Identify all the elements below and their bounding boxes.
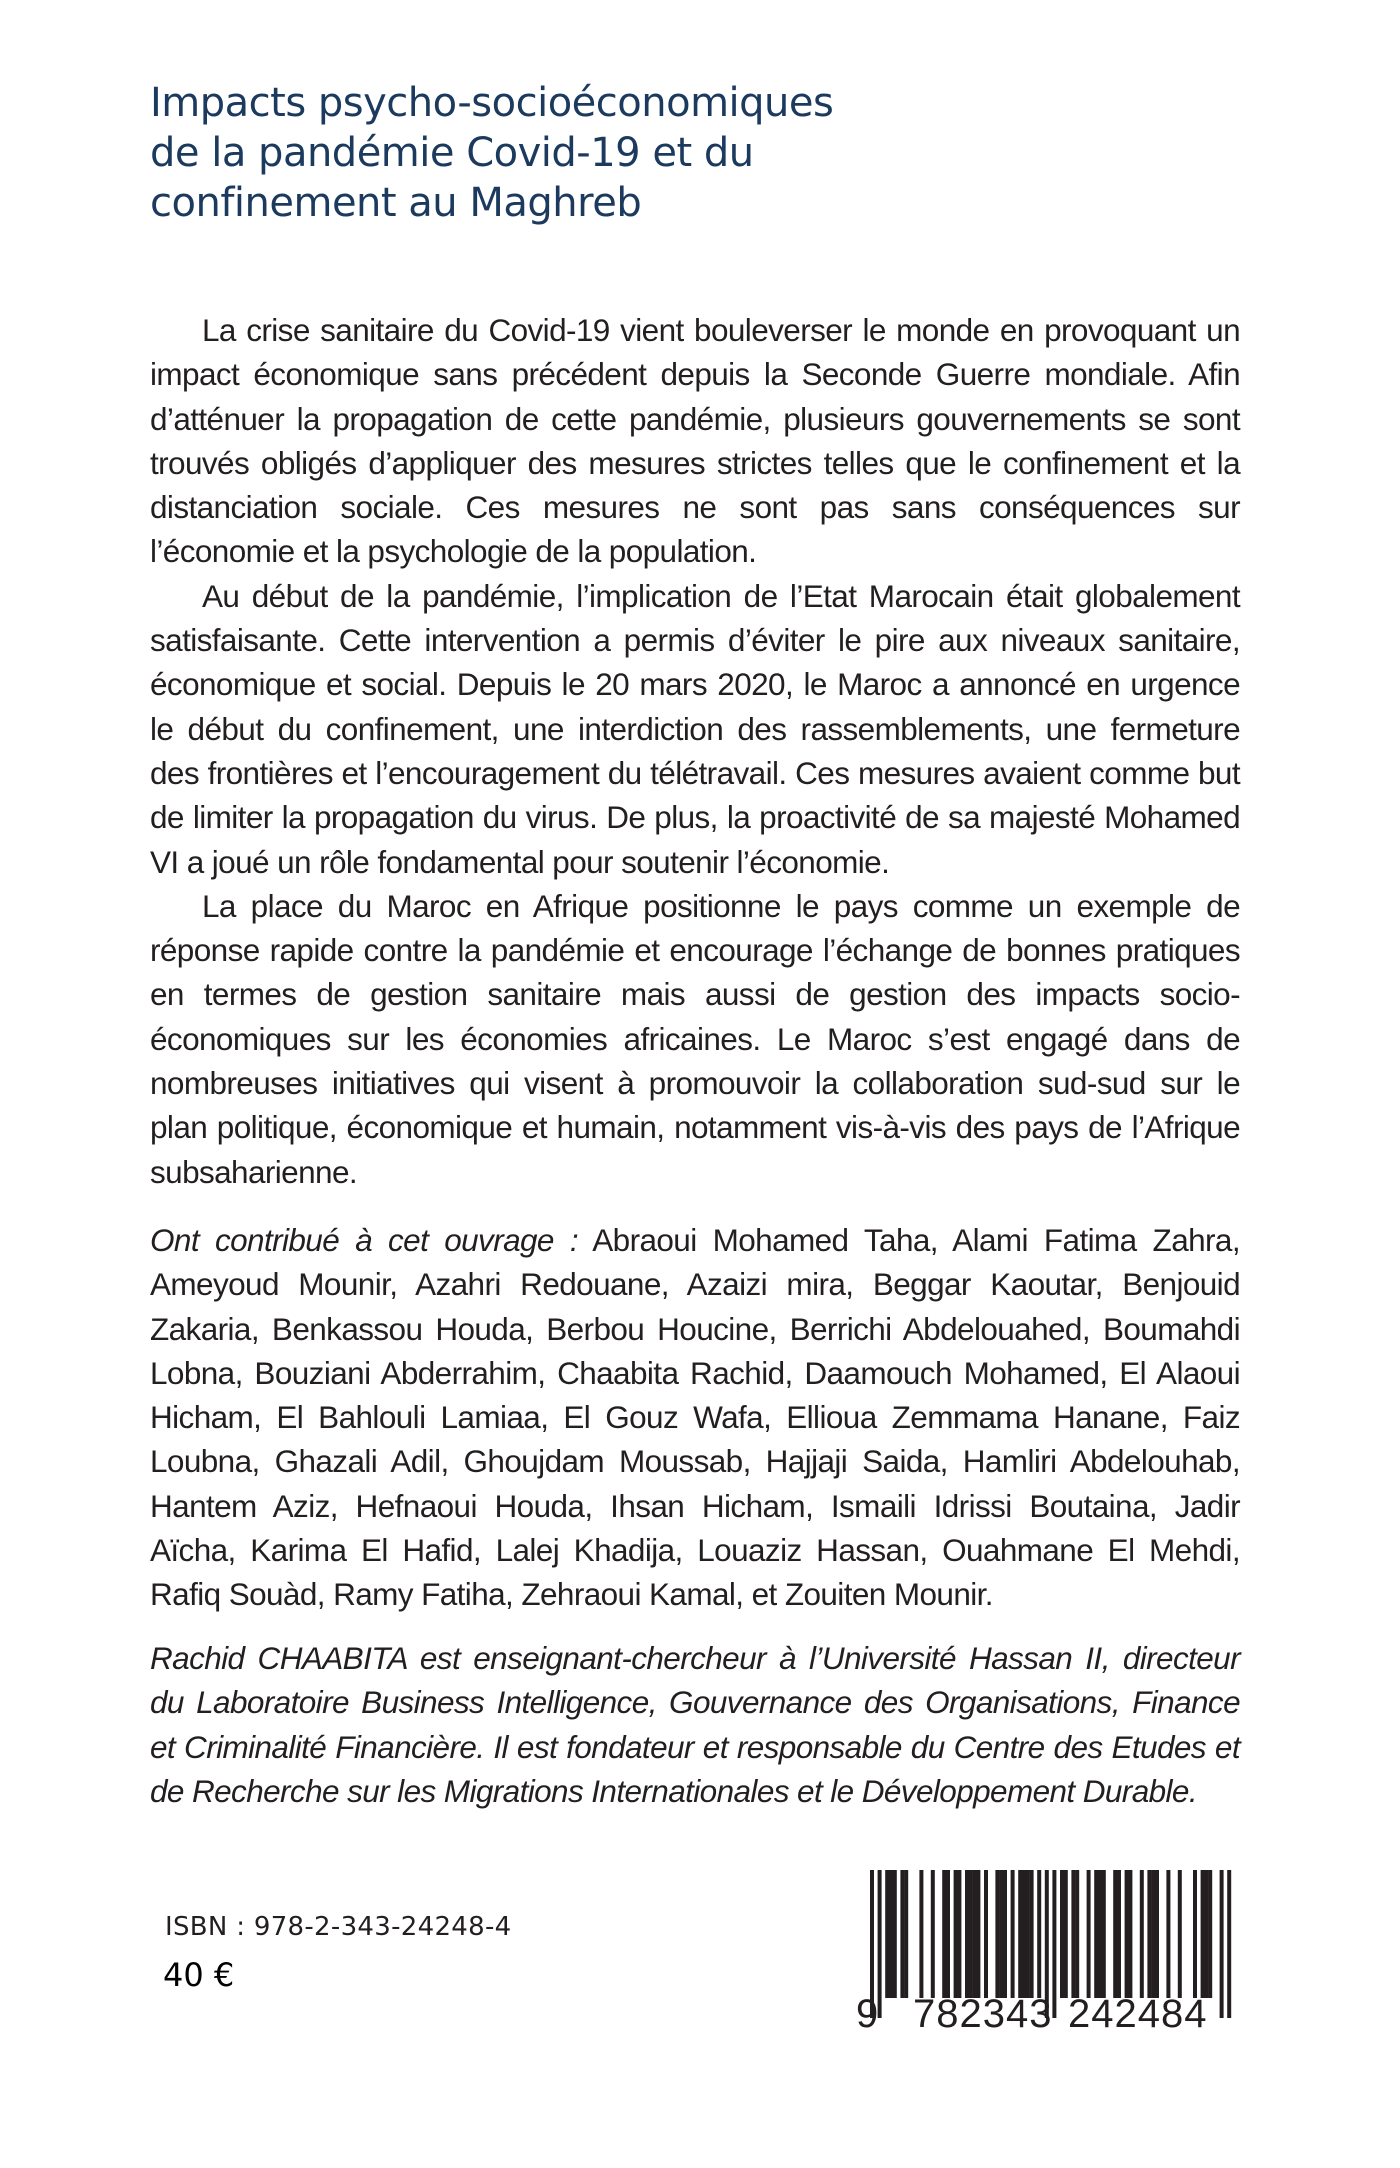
contributors-label: Ont contribué à cet ouvrage :: [150, 1222, 578, 1258]
back-cover-summary: [150, 308, 1240, 1194]
contributors-section: [150, 1218, 1240, 1617]
book-title: [150, 78, 1050, 228]
title-line-2: de la pandémie Covid-19 et du: [150, 130, 754, 176]
barcode-first-digit: 9: [856, 1992, 879, 2036]
barcode-right-group: 242484: [1068, 1992, 1208, 2036]
isbn-label: ISBN : 978-2-343-24248-4: [165, 1912, 512, 1942]
author-bio: [150, 1636, 1240, 1813]
title-line-3: confinement au Maghreb: [150, 180, 642, 226]
ean-barcode: [856, 1870, 1248, 2036]
summary-paragraph-1: La crise sanitaire du Covid-19 vient bouleverser le monde en provoquant un impact économique sans précédent depuis la Seconde Guerre mondiale. Afin d’atténuer la propagation de cette pandémie, plusieurs gouvernements se sont trouvés obligés d’appliquer des mesures strictes telles que le confinement et la distanciation sociale. Ces mesures ne sont pas sans conséquences sur l’économie et la psychologie de la population.: [150, 312, 1240, 570]
title-line-1: Impacts psycho-socioéconomiques: [150, 80, 834, 126]
barcode-left-group: 782343: [913, 1992, 1053, 2036]
author-bio-text: Rachid CHAABITA est enseignant-chercheur à l’Université Hassan II, directeur du Laboratoire Business Intelligence, Gouvernance des Organisations, Finance et Criminalité Financière. Il est fondateur et responsable du Centre des Etudes et de Recherche sur les Migrations Internationales et le Développement Durable.: [150, 1640, 1240, 1809]
summary-paragraph-3: La place du Maroc en Afrique positionne le pays comme un exemple de réponse rapide contre la pandémie et encourage l’échange de bonnes pratiques en termes de gestion sanitaire mais aussi de gestion des impacts socio-économiques sur les économies africaines. Le Maroc s’est engagé dans de nombreuses initiatives qui visent à promouvoir la collaboration sud-sud sur le plan politique, économique et humain, notamment vis-à-vis des pays de l’Afrique subsaharienne.: [150, 887, 1240, 1190]
barcode-digits: [856, 1870, 1248, 2036]
contributors-names: Abraoui Mohamed Taha, Alami Fatima Zahra, Ameyoud Mounir, Azahri Redouane, Azaizi mira, Beggar Kaoutar, Benjouid Zakaria, Benkassou Houda, Berbou Houcine, Berrichi Abdelouahed, Boumahdi Lobna, Bouziani Abderrahim, Chaabita Rachid, Daamouch Mohamed, El Alaoui Hicham, El Bahlouli Lamiaa, El Gouz Wafa, Ellioua Zemmama Hanane, Faiz Loubna, Ghazali Adil, Ghoujdam Moussab, Hajjaji Saida, Hamliri Abdelouhab, Hantem Aziz, Hefnaoui Houda, Ihsan Hicham, Ismaili Idrissi Boutaina, Jadir Aïcha, Karima El Hafid, Lalej Khadija, Louaziz Hassan, Ouahmane El Mehdi, Rafiq Souàd, Ramy Fatiha, Zehraoui Kamal, et Zouiten Mounir.: [150, 1222, 1240, 1613]
summary-paragraph-2: Au début de la pandémie, l’implication de l’Etat Marocain était globalement satisfaisante. Cette intervention a permis d’éviter le pire aux niveaux sanitaire, économique et social. Depuis le 20 mars 2020, le Maroc a annoncé en urgence le début du confinement, une interdiction des rassemblements, une fermeture des frontières et l’encouragement du télétravail. Ces mesures avaient comme but de limiter la propagation du virus. De plus, la proactivité de sa majesté Mohamed VI a joué un rôle fondamental pour soutenir l’économie.: [150, 577, 1240, 880]
price-label: 40 €: [163, 1956, 235, 1994]
